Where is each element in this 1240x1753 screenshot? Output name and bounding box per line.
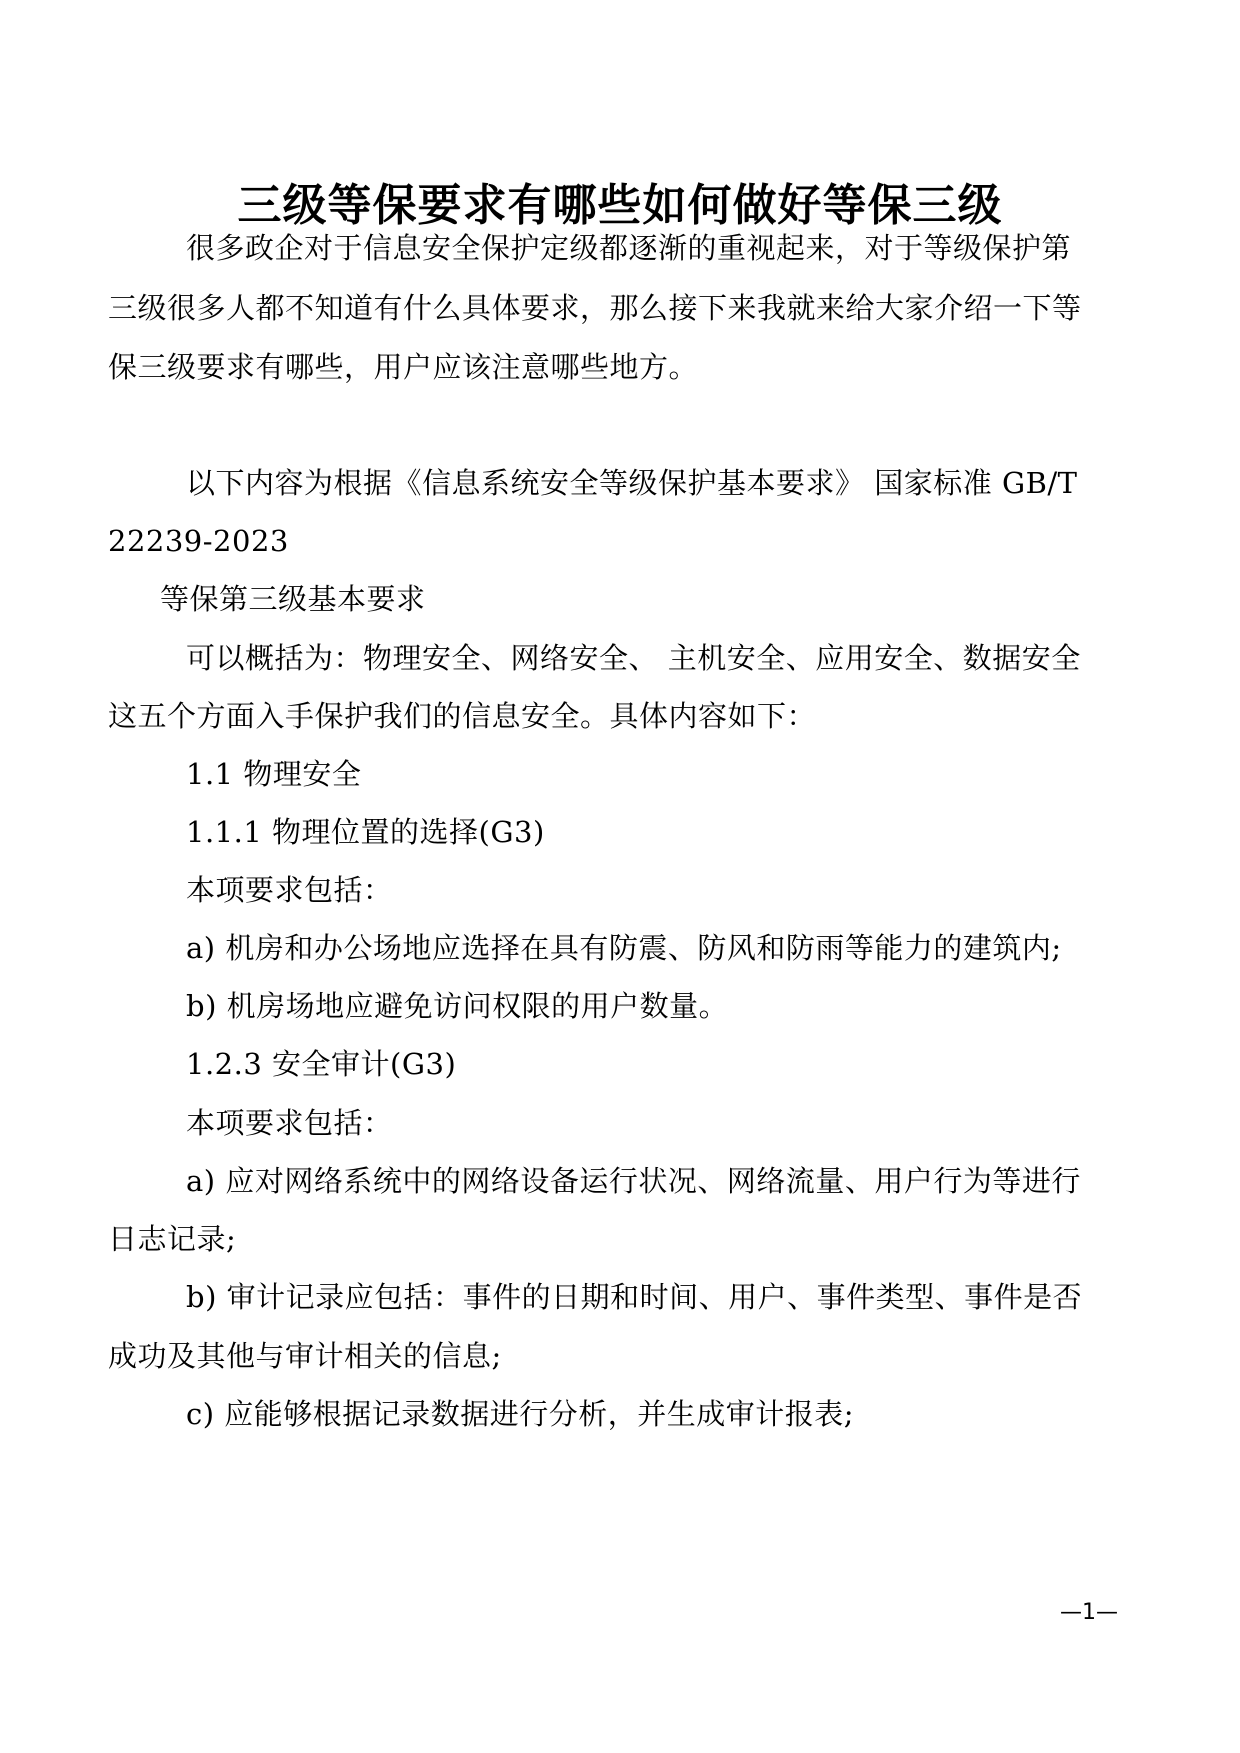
document-title: 三级等保要求有哪些如何做好等保三级 [237, 180, 1003, 231]
section-1-2-3-heading: 1.2.3 安全审计(G3) [186, 1047, 457, 1081]
requirement-b-2-line-2: 成功及其他与审计相关的信息; [108, 1339, 502, 1373]
basic-requirements-heading: 等保第三级基本要求 [160, 582, 426, 616]
section-1-1-heading: 1.1 物理安全 [186, 757, 362, 791]
requirement-b-1: b) 机房场地应避免访问权限的用户数量。 [186, 989, 729, 1023]
requirement-c-2: c) 应能够根据记录数据进行分析，并生成审计报表; [186, 1397, 855, 1431]
summary-line-1: 可以概括为：物理安全、网络安全、 主机安全、应用安全、数据安全 [186, 641, 1081, 675]
summary-line-2: 这五个方面入手保护我们的信息安全。具体内容如下： [108, 699, 817, 733]
requirement-a-2-line-2: 日志记录; [108, 1222, 237, 1256]
requirements-intro-1: 本项要求包括： [186, 873, 393, 907]
page-number: —1— [1060, 1600, 1118, 1625]
requirement-a-1: a) 机房和办公场地应选择在具有防震、防风和防雨等能力的建筑内; [186, 931, 1062, 965]
standard-line-2: 22239-2023 [108, 524, 289, 558]
standard-line-1: 以下内容为根据《信息系统安全等级保护基本要求》 国家标准 GB/T [186, 466, 1078, 500]
intro-line-3: 保三级要求有哪些，用户应该注意哪些地方。 [108, 350, 699, 384]
requirements-intro-2: 本项要求包括： [186, 1106, 393, 1140]
intro-line-1: 很多政企对于信息安全保护定级都逐渐的重视起来，对于等级保护第 [186, 231, 1072, 265]
requirement-a-2-line-1: a) 应对网络系统中的网络设备运行状况、网络流量、用户行为等进行 [186, 1164, 1081, 1198]
requirement-b-2-line-1: b) 审计记录应包括：事件的日期和时间、用户、事件类型、事件是否 [186, 1280, 1083, 1314]
intro-line-2: 三级很多人都不知道有什么具体要求，那么接下来我就来给大家介绍一下等 [108, 291, 1082, 325]
section-1-1-1-heading: 1.1.1 物理位置的选择(G3) [186, 815, 545, 849]
